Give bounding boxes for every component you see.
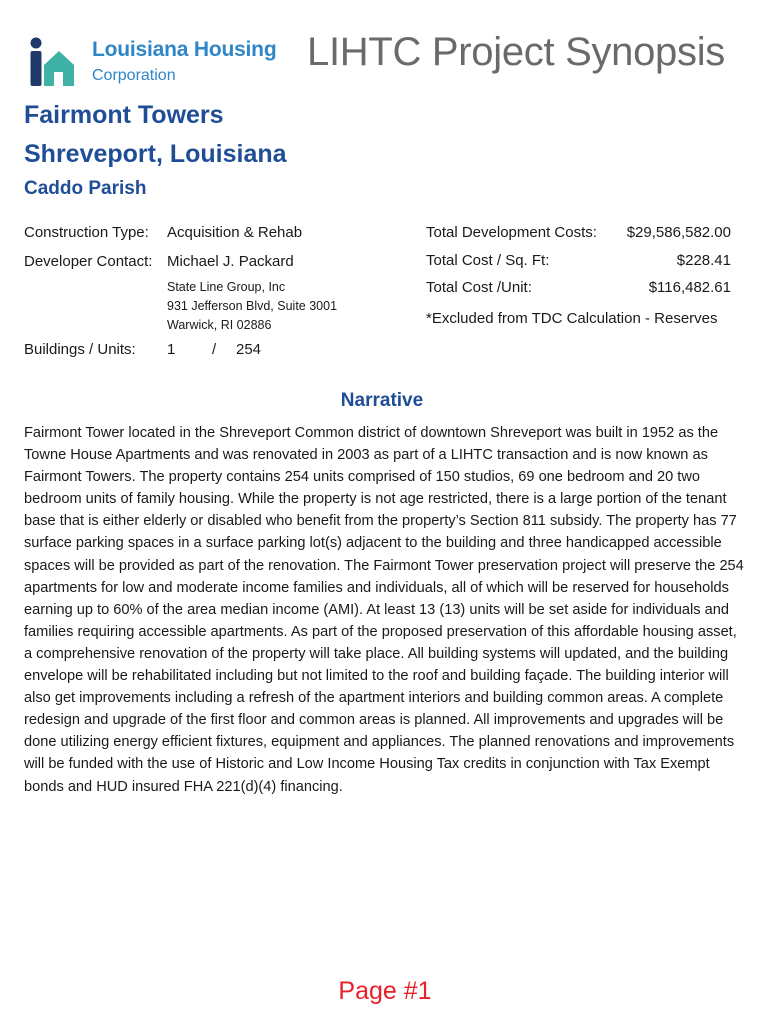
units-count: 254 bbox=[236, 341, 262, 358]
project-parish: Caddo Parish bbox=[24, 178, 147, 199]
narrative-text: Fairmont Tower located in the Shreveport Common district of downtown Shreveport was built in 1952 as the Towne House Apartments and was renovated in 2003 as part of a LIHTC transaction and is now known as Fairmont Towers. The property contains 254 units comprised of 150 studios, 69 one bedroom and 20 two bedroom units of family housing. While the property is not age restricted, there is a large portion of the tenant base that is either elderly or disabled who benefit from the property’s Section 811 subsidy. The property has 77 surface parking spaces in a surface parking lot(s) adjacent to the building and three handicapped accessible spaces will be provided as part of the renovation. The Fairmont Tower preservation project will preserve the 254 apartments for low and moderate income families and individuals, all of which will be reserved for households earning up to 60% of the area median income (AMI). At least 13 (13) units will be set aside for individuals and families requiring accessible apartments. As part of the proposed preservation of this affordable housing asset, a comprehensive renovation of the property will take place. All building systems will updated, and the building envelope will be rehabilitated including but not limited to the roof and building façade. The building interior will also get improvements including a refresh of the apartment interiors and building common areas. A complete redesign and upgrade of the first floor and common areas is planned. All improvements and upgrades will be done utilizing energy efficient fixtures, equipment and appliances. The planned renovations and improvements will be funded with the use of Historic and Low Income Housing Tax credits in conjunction with Tax Exempt bonds and HUD insured FHA 221(d)(4) financing. bbox=[24, 425, 744, 795]
project-name: Fairmont Towers bbox=[24, 101, 224, 129]
lhc-logo bbox=[24, 32, 314, 94]
developer-contact-name: Michael J. Packard bbox=[167, 253, 294, 270]
house-logo-icon bbox=[24, 34, 80, 90]
cost-per-sqft-value: $228.41 bbox=[676, 252, 731, 269]
cost-per-unit-value: $116,482.61 bbox=[648, 279, 731, 296]
tdc-exclusion-note: *Excluded from TDC Calculation - Reserves bbox=[426, 310, 718, 327]
cost-per-sqft-label: Total Cost / Sq. Ft: bbox=[426, 252, 550, 269]
construction-type-value: Acquisition & Rehab bbox=[167, 224, 303, 241]
tdc-label: Total Development Costs: bbox=[426, 224, 597, 241]
developer-company: State Line Group, Inc bbox=[167, 280, 286, 294]
developer-contact-label: Developer Contact: bbox=[24, 253, 153, 270]
construction-type-label: Construction Type: bbox=[24, 224, 149, 241]
project-city-state: Shreveport, Louisiana bbox=[24, 140, 287, 168]
developer-city: Warwick, RI 02886 bbox=[167, 318, 272, 332]
cost-per-unit-label: Total Cost /Unit: bbox=[426, 279, 532, 296]
buildings-units-label: Buildings / Units: bbox=[24, 341, 136, 358]
document-header bbox=[24, 28, 754, 98]
buildings-count: 1 bbox=[167, 341, 176, 358]
tdc-value: $29,586,582.00 bbox=[626, 224, 731, 241]
document-title: LIHTC Project Synopsis bbox=[307, 30, 725, 74]
narrative-heading: Narrative bbox=[340, 390, 424, 411]
page-number: Page #1 bbox=[338, 977, 432, 1005]
logo-name: Louisiana Housing bbox=[92, 38, 277, 61]
logo-subtitle: Corporation bbox=[92, 67, 176, 84]
buildings-units-separator: / bbox=[212, 341, 217, 358]
developer-address: 931 Jefferson Blvd, Suite 3001 bbox=[167, 299, 338, 313]
